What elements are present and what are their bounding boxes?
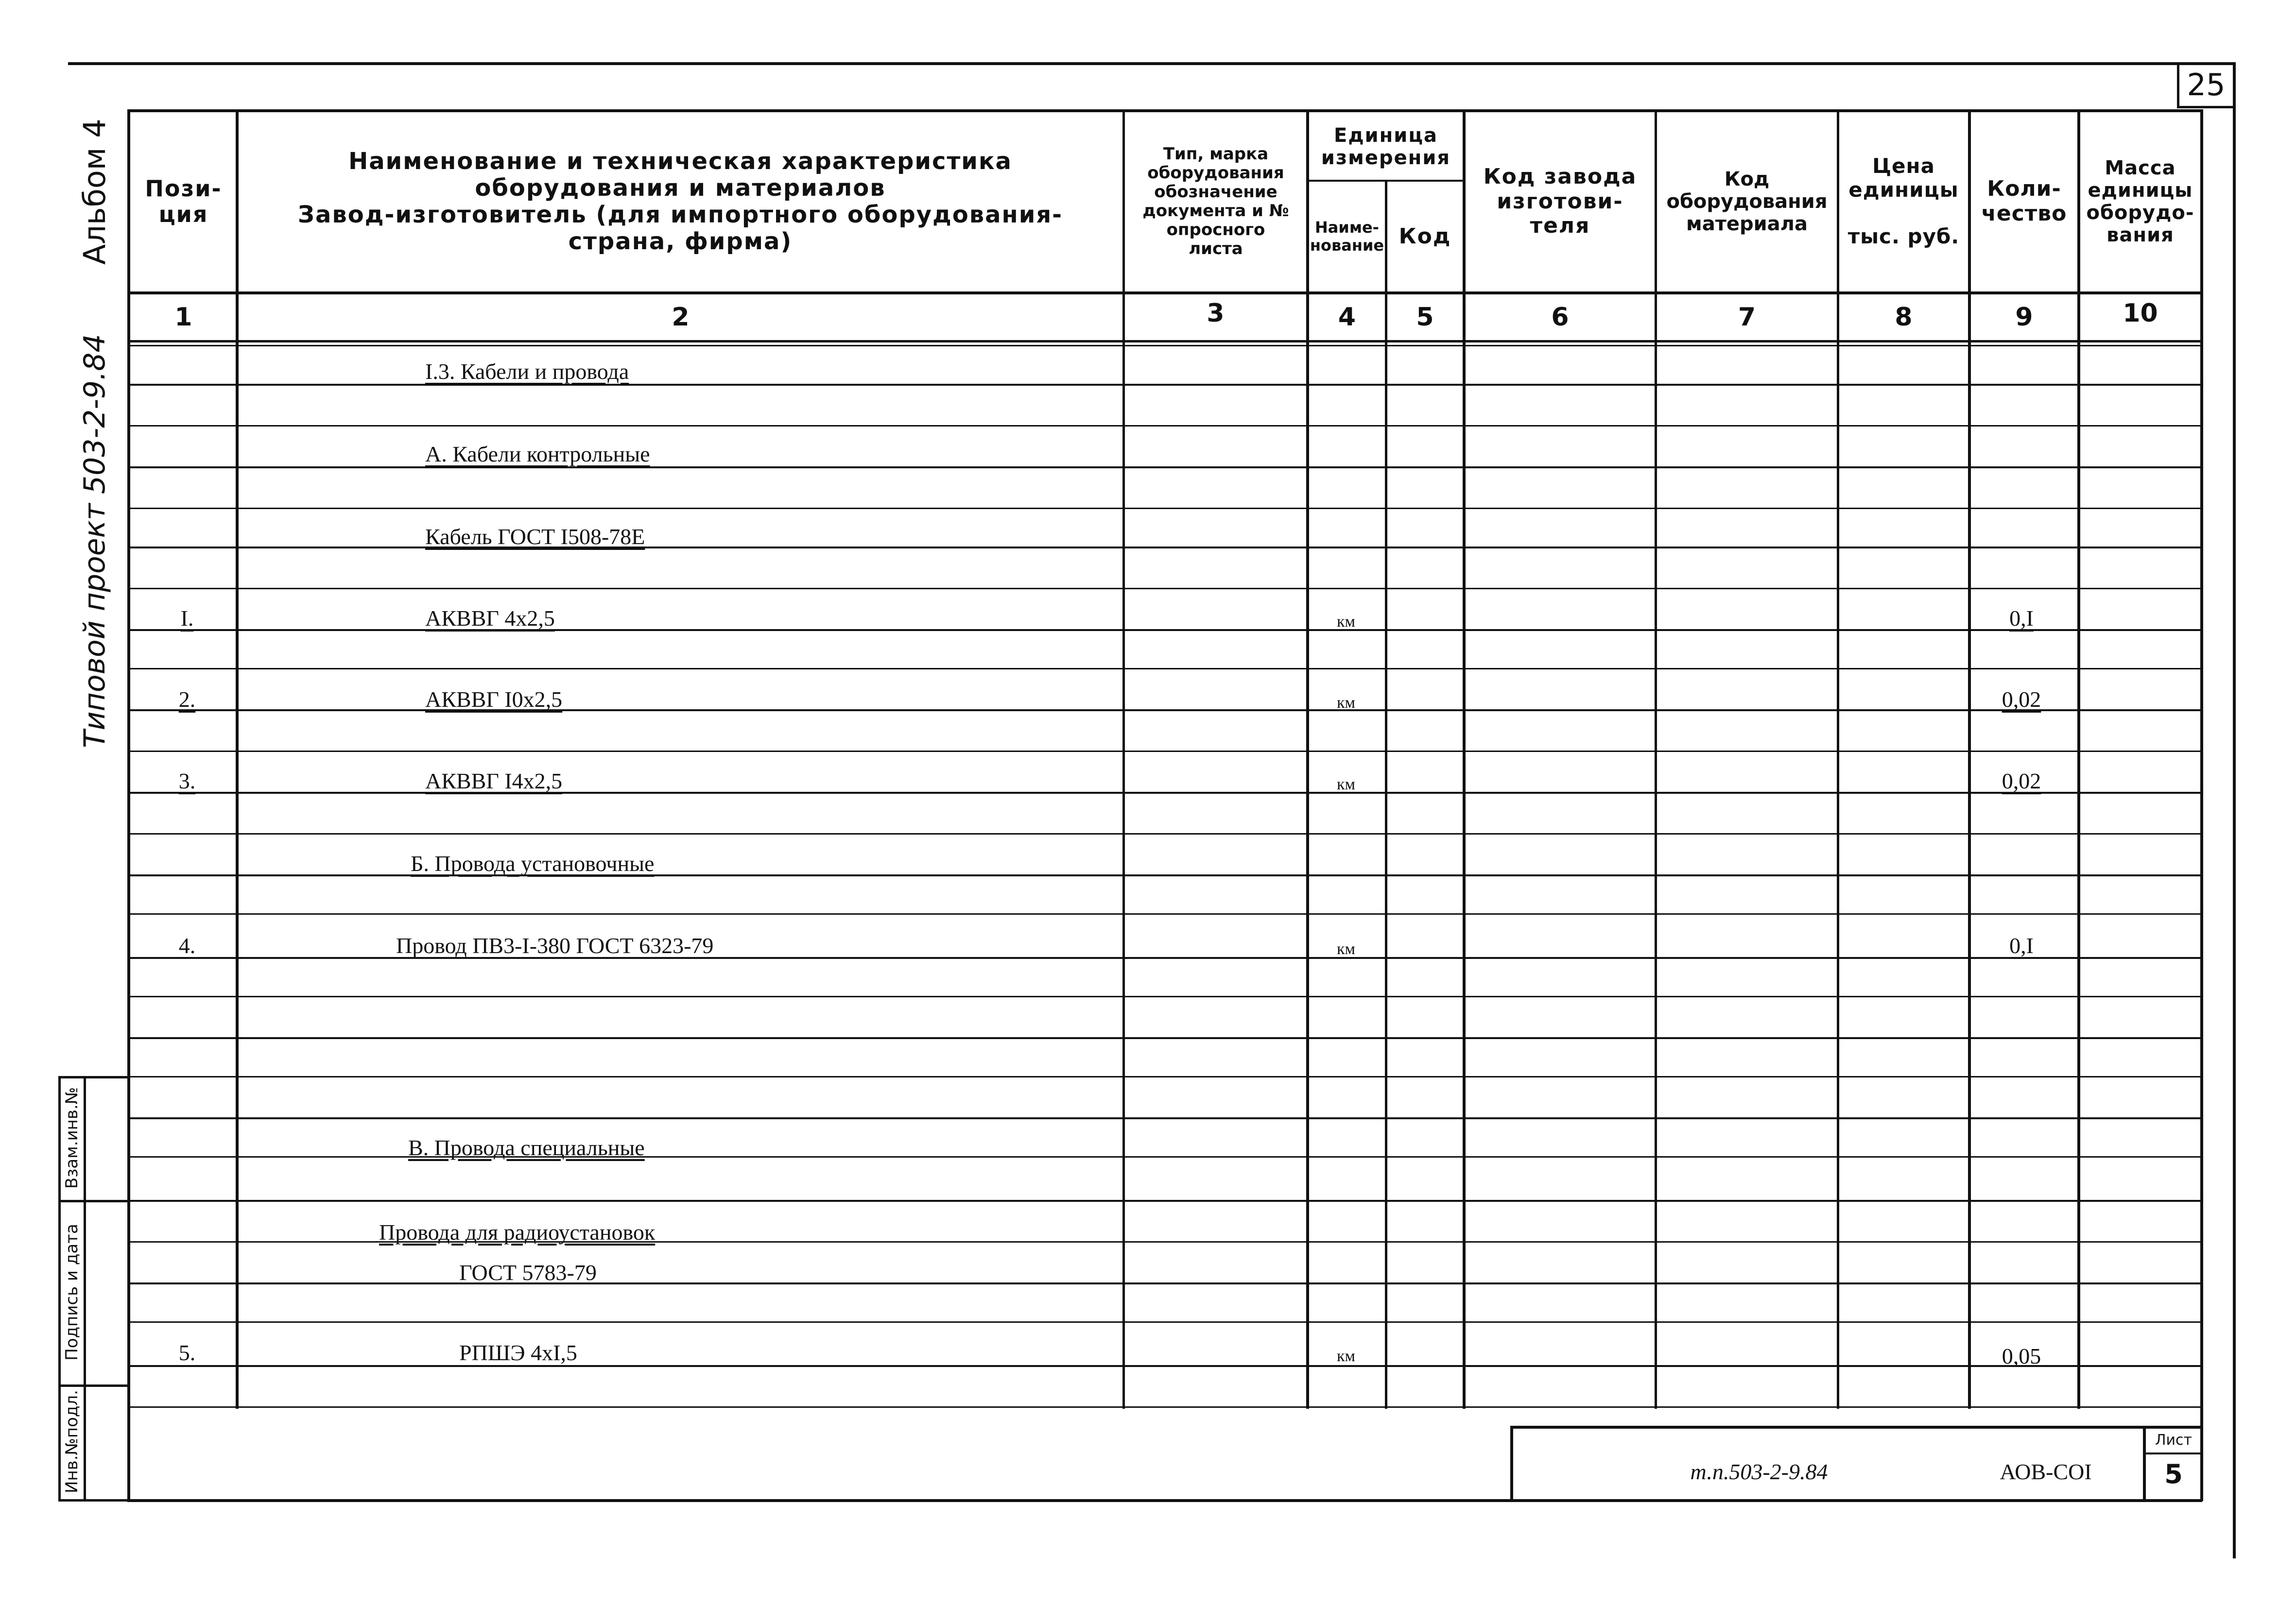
header-equipment-code: Код оборудования материала	[1666, 168, 1828, 235]
row-separator	[127, 996, 2202, 997]
row-name: А. Кабели контрольные	[425, 442, 650, 466]
row-separator	[127, 1200, 2202, 1202]
header-unit-code: Код	[1398, 223, 1451, 249]
header-unit-group: Единица измерения	[1321, 124, 1451, 169]
row-unit: км	[1336, 1347, 1356, 1365]
colnum-3: 3	[1207, 299, 1225, 328]
sheet-code: АОВ-СОI	[2000, 1459, 2092, 1484]
row-unit: км	[1336, 613, 1356, 631]
row-position: 2.	[178, 687, 196, 712]
row-separator	[127, 425, 2202, 427]
col-line-4	[1385, 180, 1387, 1409]
colnum-6: 6	[1551, 303, 1569, 332]
row-position: 5.	[178, 1340, 196, 1365]
row-quantity: 0,I	[2009, 606, 2034, 631]
header-top-line	[127, 109, 2202, 112]
row-name: В. Провода специальные	[408, 1135, 645, 1160]
frame-bottom-border	[127, 1499, 2202, 1502]
row-separator	[127, 345, 2202, 346]
titleblock-top	[1510, 1426, 2200, 1429]
doc-code: т.п.503-2-9.84	[1690, 1459, 1828, 1484]
row-separator	[127, 1117, 2202, 1119]
frame-left-border	[127, 109, 130, 1501]
colnum-2: 2	[672, 303, 690, 332]
stamp-strip-bottom	[58, 1499, 129, 1502]
row-separator	[127, 833, 2202, 835]
row-position: 3.	[178, 769, 196, 793]
titleblock-left	[1510, 1426, 1513, 1501]
stamp-strip-inner	[84, 1076, 86, 1501]
row-separator	[127, 508, 2202, 509]
colnum-1: 1	[174, 303, 192, 332]
row-unit: км	[1336, 694, 1356, 712]
row-quantity: 0,05	[2002, 1344, 2041, 1368]
header-name: Наименование и техническая характеристика оборудования и материалов Завод-изготовитель (для импортного оборудования- страна, фирма)	[297, 147, 1063, 256]
row-name: I.3. Кабели и провода	[425, 359, 629, 384]
header-quantity: Коли- чество	[1981, 176, 2067, 226]
row-separator	[127, 1037, 2202, 1039]
row-position: I.	[180, 606, 194, 631]
row-name: АКВВГ I0х2,5	[425, 687, 563, 712]
titleblock-sheet-label-line	[2143, 1452, 2201, 1454]
row-separator	[127, 1365, 2202, 1367]
row-unit: км	[1336, 940, 1356, 958]
sheet-label: Лист	[2155, 1432, 2192, 1449]
row-name: Кабель ГОСТ I508-78Е	[425, 524, 645, 549]
sheet-number: 5	[2164, 1459, 2183, 1489]
row-unit: км	[1336, 775, 1356, 793]
colnum-5: 5	[1416, 303, 1434, 332]
titleblock-sheet-divider	[2143, 1426, 2146, 1501]
row-name: Провод ПВ3-I-380 ГОСТ 6323-79	[396, 933, 714, 958]
row-separator	[127, 1406, 2202, 1408]
colnum-9: 9	[2015, 303, 2033, 332]
album-label: Альбом 4	[77, 119, 112, 265]
top-border	[68, 62, 2235, 65]
header-unit-mass: Масса единицы оборудо- вания	[2086, 157, 2194, 246]
stamp-label-inventory: Инв.№подл.	[62, 1390, 82, 1493]
row-quantity: 0,I	[2009, 933, 2034, 958]
row-position: 4.	[178, 933, 196, 958]
row-separator	[127, 1321, 2202, 1323]
row-quantity: 0,02	[2002, 687, 2041, 712]
row-separator	[127, 751, 2202, 752]
row-separator	[127, 668, 2202, 669]
row-name: Б. Провода установочные	[411, 851, 655, 876]
row-name: ГОСТ 5783-79	[459, 1260, 597, 1285]
row-name: Провода для радиоустановок	[379, 1220, 656, 1245]
row-separator	[127, 913, 2202, 915]
colnum-4: 4	[1338, 303, 1356, 332]
right-border	[2233, 62, 2236, 1558]
colnum-10: 10	[2123, 299, 2158, 328]
colnum-7: 7	[1738, 303, 1756, 332]
row-name: АКВВГ I4х2,5	[425, 769, 563, 793]
row-separator	[127, 588, 2202, 589]
colnum-8: 8	[1895, 303, 1913, 332]
header-type: Тип, марка оборудования обозначение документа и № опросного листа	[1142, 144, 1289, 259]
header-position: Пози- ция	[145, 175, 222, 227]
header-unit-name: Наиме- нование	[1310, 218, 1384, 255]
row-name: АКВВГ 4х2,5	[425, 606, 555, 631]
page-number: 25	[2187, 67, 2226, 103]
page-number-box-bottom	[2177, 106, 2235, 108]
row-name: РПШЭ 4хI,5	[459, 1340, 577, 1365]
row-quantity: 0,02	[2002, 769, 2041, 793]
frame-right-border	[2200, 109, 2203, 1501]
colnum-bottom-line	[127, 340, 2202, 342]
row-separator	[127, 1282, 2202, 1284]
stamp-label-signature: Подпись и дата	[62, 1224, 82, 1361]
project-label: Типовой проект 503-2-9.84	[78, 334, 112, 748]
header-factory-code: Код завода изготови- теля	[1483, 164, 1637, 239]
header-unit-price: Цена единицы тыс. руб.	[1847, 154, 1960, 249]
row-separator	[127, 1076, 2202, 1077]
stamp-label-replacement: Взам.инв.№	[62, 1087, 82, 1189]
